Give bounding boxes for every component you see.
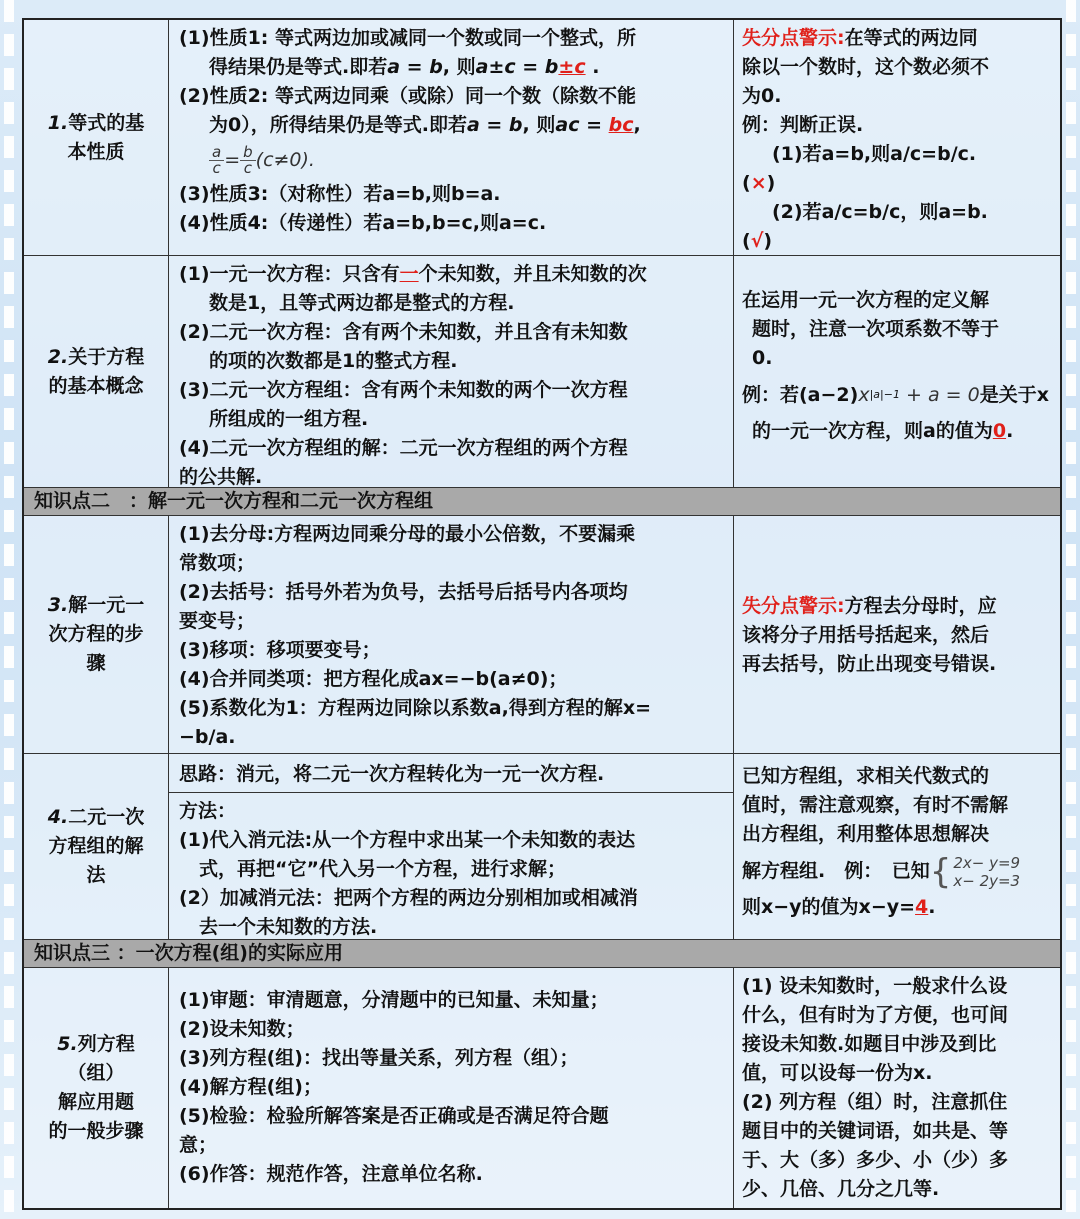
row-title xyxy=(24,256,169,487)
note-line: 值，可以设每一份为x. xyxy=(742,1062,933,1084)
inner-divider xyxy=(169,792,733,793)
title-line: 的基本概念 xyxy=(48,374,144,397)
right-dashed-border xyxy=(1066,0,1076,1219)
answer: 一 xyxy=(399,263,419,285)
equation: x− 2y=3 xyxy=(953,871,1021,890)
text: , 则 xyxy=(442,56,476,78)
note-line: 什么，但有时为了方便，也可间 xyxy=(742,1004,1009,1026)
text: 在等式的两边同 xyxy=(844,27,978,49)
answer: bc xyxy=(608,114,634,136)
numerator: b xyxy=(240,145,256,161)
text: , xyxy=(633,114,641,136)
note-line: 在运用一元一次方程的定义解 xyxy=(742,289,990,311)
content-line: (2）加减消元法：把两个方程的两边分别相加或相减消 xyxy=(179,887,638,909)
content-line: 方法： xyxy=(179,800,237,822)
table-row xyxy=(24,20,1060,256)
content-line: (3)性质3:（对称性）若a=b,则b=a. xyxy=(179,183,501,205)
title-line: 本性质 xyxy=(67,140,125,163)
row-note xyxy=(734,20,1060,255)
text: 为0），所得结果仍是等式.即若 xyxy=(209,114,467,136)
content-line xyxy=(179,260,725,289)
content-line: (2)设未知数； xyxy=(179,1018,305,1040)
content-line: (1)审题：审清题意，分清题中的已知量、未知量； xyxy=(179,989,609,1011)
denominator: c xyxy=(243,159,253,177)
exponent: |a|−1 xyxy=(869,388,900,401)
text: 个未知数，并且未知数的次 xyxy=(418,263,647,285)
note-line: 题时，注意一次项系数不等于 xyxy=(752,318,1000,340)
content-line: (6)作答：规范作答，注意单位名称. xyxy=(179,1163,483,1185)
note-line xyxy=(742,417,1054,446)
text: . xyxy=(1006,420,1014,442)
knowledge-table xyxy=(22,18,1062,1210)
note-line xyxy=(742,592,1054,621)
note-line: (1) 设未知数时，一般求什么设 xyxy=(742,975,1008,997)
row-title xyxy=(24,968,169,1208)
content-line: 去一个未知数的方法. xyxy=(199,916,378,938)
section-header: 知识点二 ：解一元一次方程和二元一次方程组 xyxy=(24,488,1060,516)
table-row xyxy=(24,968,1060,1208)
title-line: 解一元一 xyxy=(68,594,145,616)
fraction xyxy=(209,145,224,176)
answer: ±c xyxy=(558,56,586,78)
row-title xyxy=(24,20,169,255)
math: a±c = b xyxy=(475,56,559,78)
condition: (c≠0). xyxy=(255,149,315,171)
content-line: 要变号； xyxy=(179,610,256,632)
title-line: 关于方程 xyxy=(68,345,145,368)
row-content xyxy=(169,20,734,255)
text: 解方程组. 例： 已知 xyxy=(742,860,930,882)
row-note xyxy=(734,968,1060,1208)
content-line: (4)合并同类项：把方程化成ax=−b(a≠0)； xyxy=(179,668,568,690)
note-line: (1)若a=b,则a/c=b/c. xyxy=(772,143,977,165)
math: ac = xyxy=(555,114,609,136)
text: 则x−y的值为x−y= xyxy=(742,896,916,918)
content-line: (1)去分母:方程两边同乘分母的最小公倍数，不要漏乘 xyxy=(179,523,636,545)
note-line xyxy=(742,227,1054,256)
content-line: (2)性质2: 等式两边同乘（或除）同一个数（除数不能 xyxy=(179,85,637,107)
row-number: 4. xyxy=(47,806,69,828)
title-line: 法 xyxy=(86,864,106,886)
content-line: (1)代入消元法:从一个方程中求出某一个未知数的表达 xyxy=(179,829,636,851)
content-line: 的项的次数都是1的整式方程. xyxy=(209,350,458,372)
text: (1)一元一次方程：只含有 xyxy=(179,263,400,285)
warning-label: 失分点警示: xyxy=(742,27,845,49)
note-line: (2)若a/c=b/c，则a=b. xyxy=(772,201,988,223)
row-number: 2. xyxy=(47,345,69,368)
note-line: 例：判断正误. xyxy=(742,114,864,136)
note-line: 接设未知数.如题目中涉及到比 xyxy=(742,1033,997,1055)
text: 的一元一次方程，则a的值为 xyxy=(752,420,993,442)
note-line: (2) 列方程（组）时，注意抓住 xyxy=(742,1091,1008,1113)
note-line xyxy=(742,24,1054,53)
answer: 0 xyxy=(992,420,1007,442)
content-line: (2)去括号：括号外若为负号，去括号后括号内各项均 xyxy=(179,581,628,603)
left-dashed-border xyxy=(4,0,14,1219)
section-header: 知识点三 ：一次方程(组)的实际应用 xyxy=(24,940,1060,968)
text: ( xyxy=(742,172,751,194)
content-line: 的公共解. xyxy=(179,466,263,488)
text: ) xyxy=(766,172,776,194)
table-row xyxy=(24,256,1060,488)
content-line: (3)移项：移项要变号； xyxy=(179,639,381,661)
content-line: (5)检验：检验所解答案是否正确或是否满足符合题 xyxy=(179,1105,609,1127)
text: . xyxy=(585,56,600,78)
content-line: (3)列方程(组)：找出等量关系，列方程（组）； xyxy=(179,1047,579,1069)
title-line: 骤 xyxy=(86,652,106,674)
note-line: 出方程组，利用整体思想解决 xyxy=(742,823,990,845)
title-line: （组） xyxy=(67,1062,125,1084)
text: 方程去分母时，应 xyxy=(844,595,997,617)
note-line xyxy=(742,893,1054,922)
note-line xyxy=(742,849,1054,893)
note-line: 少、几倍、几分之几等. xyxy=(742,1178,940,1200)
fraction xyxy=(240,145,256,176)
content-line: 数是1，且等式两边都是整式的方程. xyxy=(209,292,515,314)
note-line: 题目中的关键词语，如共是、等 xyxy=(742,1120,1009,1142)
note-line: 再去括号，防止出现变号错误. xyxy=(742,653,997,675)
content-line: −b/a. xyxy=(179,726,236,748)
text: ) xyxy=(763,230,773,252)
row-note xyxy=(734,754,1060,939)
content-line: 所组成的一组方程. xyxy=(209,408,369,430)
text: , 则 xyxy=(522,114,556,136)
note-line: 0. xyxy=(752,347,773,369)
note-line: 值时，需注意观察，有时不需解 xyxy=(742,794,1009,816)
title-line: 等式的基 xyxy=(68,111,145,134)
content-line: (1)性质1: 等式两边加或减同一个数或同一个整式，所 xyxy=(179,27,637,49)
equation: 2x− y=9 xyxy=(953,853,1021,872)
text: ( xyxy=(742,230,751,252)
row-content xyxy=(169,516,734,753)
row-number: 5. xyxy=(57,1033,78,1055)
content-line: 式，再把“它”代入另一个方程，进行求解； xyxy=(199,858,566,880)
content-line xyxy=(179,111,725,140)
math: a = b xyxy=(387,56,443,78)
warning-label: 失分点警示: xyxy=(742,595,845,617)
row-title xyxy=(24,516,169,753)
row-content xyxy=(169,256,734,487)
math: a = b xyxy=(466,114,523,136)
note-line xyxy=(742,373,1054,417)
title-line: 二元一次 xyxy=(68,806,145,828)
note-line: 已知方程组，求相关代数式的 xyxy=(742,765,990,787)
row-title xyxy=(24,754,169,939)
title-line: 解应用题 xyxy=(57,1091,134,1113)
note-line: 为0. xyxy=(742,85,782,107)
note-line: 该将分子用括号括起来，然后 xyxy=(742,624,990,646)
content-line: (3)二元一次方程组：含有两个未知数的两个一次方程 xyxy=(179,379,628,401)
numerator: a xyxy=(209,145,224,161)
row-number: 1. xyxy=(47,111,69,134)
content-line: (5)系数化为1：方程两边同除以系数a,得到方程的解x= xyxy=(179,697,652,719)
title-line: 方程组的解 xyxy=(48,835,144,857)
note-line: 除以一个数时，这个数必须不 xyxy=(742,56,990,78)
text: . xyxy=(928,896,936,918)
denominator: c xyxy=(212,159,221,177)
row-note xyxy=(734,516,1060,753)
title-line: 列方程 xyxy=(77,1033,135,1055)
note-line xyxy=(742,169,1054,198)
text: 是关于x xyxy=(979,384,1049,406)
row-note xyxy=(734,256,1060,487)
note-line: 于、大（多）多少、小（少）多 xyxy=(742,1149,1009,1171)
content-line: 常数项； xyxy=(179,552,256,574)
table-row xyxy=(24,754,1060,940)
table-row xyxy=(24,516,1060,754)
row-content xyxy=(169,754,734,939)
text: 得结果仍是等式.即若 xyxy=(209,56,388,78)
content-line: (2)二元一次方程：含有两个未知数，并且含有未知数 xyxy=(179,321,628,343)
idea-line: 思路：消元，将二元一次方程转化为一元一次方程. xyxy=(179,763,605,785)
equation-system xyxy=(929,851,1021,892)
content-line: $\frac{a}{c}$ = $\frac{b}{c}$ (c≠0). xyxy=(179,140,725,180)
wrong-mark: × xyxy=(750,172,767,194)
content-line: (4)二元一次方程组的解：二元一次方程组的两个方程 xyxy=(179,437,628,459)
correct-mark: √ xyxy=(750,230,764,252)
content-line xyxy=(179,53,725,82)
math: x xyxy=(858,384,870,406)
answer: 4 xyxy=(915,896,929,918)
brace-icon: { xyxy=(929,851,952,892)
content-line: (4)解方程(组)； xyxy=(179,1076,322,1098)
title-line: 次方程的步 xyxy=(48,623,144,645)
content-line: (4)性质4:（传递性）若a=b,b=c,则a=c. xyxy=(179,212,547,234)
title-line: 的一般步骤 xyxy=(48,1120,144,1142)
math: + a = 0 xyxy=(899,384,980,406)
row-number: 3. xyxy=(47,594,69,616)
text: 例：若(a−2) xyxy=(742,384,859,406)
content-line: 意； xyxy=(179,1134,218,1156)
row-content xyxy=(169,968,734,1208)
